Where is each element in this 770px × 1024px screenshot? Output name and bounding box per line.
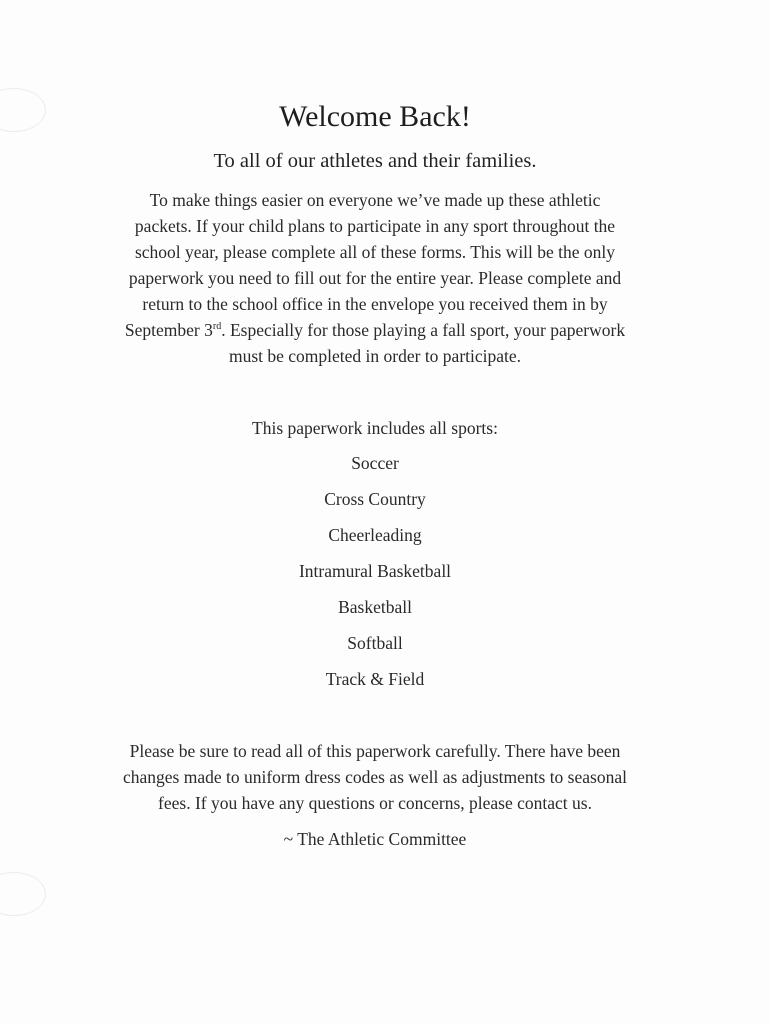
sports-list-heading: This paperwork includes all sports: [252, 418, 498, 438]
intro-paragraph [70, 187, 680, 369]
intro-line: must be completed in order to participate. [228, 346, 522, 366]
sport-item-intramural-basketball: Intramural Basketball [298, 561, 452, 581]
intro-line: To make things easier on everyone we’ve made up these athletic [149, 190, 601, 210]
sport-item-cheerleading: Cheerleading [328, 525, 422, 545]
letter-title: Welcome Back! [279, 100, 471, 133]
sport-item-soccer: Soccer [351, 453, 399, 473]
intro-date-superscript: rd [212, 321, 222, 333]
sports-list [0, 451, 750, 703]
sport-item-track-and-field: Track & Field [325, 669, 425, 689]
intro-date-continuation: . Especially for those playing a fall sport, your paperwork [221, 320, 626, 340]
intro-line: return to the school office in the envelope you received them in by [142, 294, 608, 314]
intro-line: paperwork you need to fill out for the entire year. Please complete and [128, 268, 622, 288]
closing-line: changes made to uniform dress codes as well as adjustments to seasonal [123, 767, 627, 787]
closing-line: Please be sure to read all of this paperwork carefully. There have been [129, 741, 621, 761]
sport-item-basketball: Basketball [338, 597, 412, 617]
intro-date-text: September 3 [124, 320, 213, 340]
intro-line: school year, please complete all of these forms. This will be the only [134, 242, 616, 262]
closing-paragraph [60, 738, 690, 816]
intro-line: packets. If your child plans to participate in any sport throughout the [134, 216, 616, 236]
sport-item-softball: Softball [347, 633, 403, 653]
hole-punch-mark [0, 872, 46, 916]
signature: ~ The Athletic Committee [283, 829, 467, 849]
closing-line: fees. If you have any questions or concerns, please contact us. [158, 793, 592, 813]
intro-date-line [70, 317, 680, 343]
letter-subtitle: To all of our athletes and their families. [213, 150, 537, 172]
sport-item-cross-country: Cross Country [324, 489, 426, 509]
